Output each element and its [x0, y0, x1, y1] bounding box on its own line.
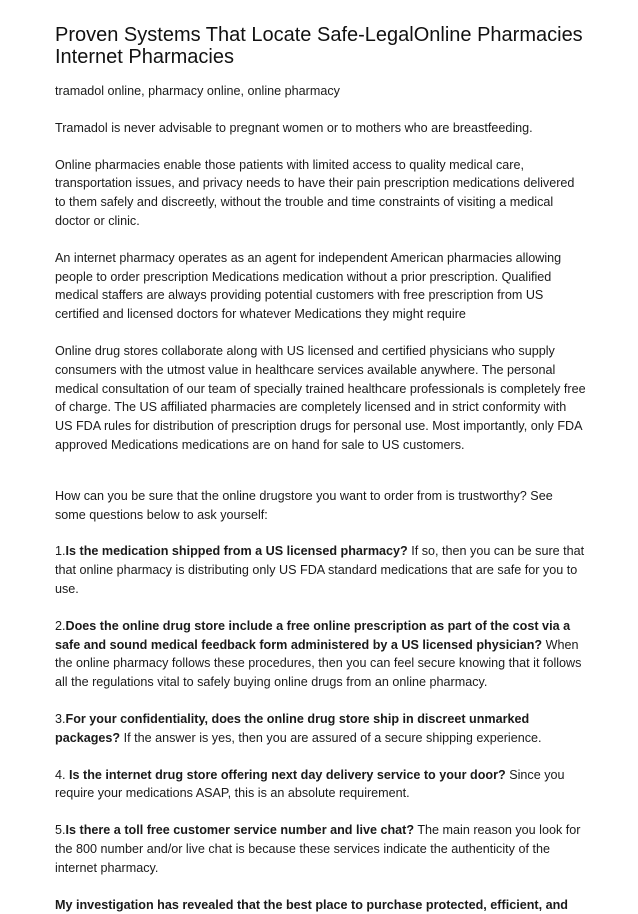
- question-heading: Is the internet drug store offering next day delivery service to your door?: [69, 768, 506, 782]
- question-1: [55, 542, 586, 598]
- question-5: [55, 821, 586, 877]
- question-body: When the online pharmacy follows these procedures, then you can feel secure knowing that it follows all the regulations vital to safely buying online drugs from an online pharmacy.: [55, 638, 581, 690]
- question-number: 5.: [55, 823, 66, 837]
- question-body: If the answer is yes, then you are assured of a secure shipping experience.: [120, 731, 541, 745]
- page-title: Proven Systems That Locate Safe-LegalOnline Pharmacies Internet Pharmacies: [55, 24, 586, 68]
- closing-paragraph: [55, 896, 586, 914]
- question-body: The main reason you look for the 800 number and/or live chat is because these services indicate the authenticity of the internet pharmacy.: [55, 823, 580, 875]
- question-number: 1.: [55, 544, 66, 558]
- question-number: 3.: [55, 712, 66, 726]
- paragraph-3: An internet pharmacy operates as an agent for independent American pharmacies allowing people to order prescription Medications medication without a prior prescription. Qualified medical staffers are always providing potential customers with free prescription from US certified and licensed doctors for whatever Medications they might require: [55, 249, 586, 324]
- question-heading: Is there a toll free customer service number and live chat?: [66, 823, 415, 837]
- question-heading: Is the medication shipped from a US licensed pharmacy?: [66, 544, 408, 558]
- paragraph-1: Tramadol is never advisable to pregnant women or to mothers who are breastfeeding.: [55, 119, 586, 138]
- paragraph-5: How can you be sure that the online drugstore you want to order from is trustworthy? See some questions below to ask yourself:: [55, 487, 586, 525]
- closing-text: My investigation has revealed that the best place to purchase protected, efficient, and: [55, 898, 568, 912]
- question-body: If so, then you can be sure that that online pharmacy is distributing only US FDA standard medications that are safe for you to use.: [55, 544, 584, 596]
- question-number: 2.: [55, 619, 66, 633]
- keywords-line: tramadol online, pharmacy online, online pharmacy: [55, 82, 586, 101]
- question-heading: Does the online drug store include a free online prescription as part of the cost via a safe and sound medical feedback form administered by a US licensed physician?: [55, 619, 570, 652]
- question-2: [55, 617, 586, 692]
- question-number: 4.: [55, 768, 69, 782]
- question-4: [55, 766, 586, 804]
- question-body: Since you require your medications ASAP, this is an absolute requirement.: [55, 768, 565, 801]
- paragraph-2: Online pharmacies enable those patients with limited access to quality medical care, transportation issues, and privacy needs to have their pain prescription medications delivered to them safely and discreetly, without the trouble and time constraints of visiting a medical doctor or clinic.: [55, 156, 586, 231]
- question-heading: For your confidentiality, does the online drug store ship in discreet unmarked packages?: [55, 712, 529, 745]
- question-3: [55, 710, 586, 748]
- paragraph-4: Online drug stores collaborate along with US licensed and certified physicians who supply consumers with the utmost value in healthcare services available anywhere. The personal medical consultation of our team of specially trained healthcare professionals is completely free of charge. The US affiliated pharmacies are completely licensed and in strict conformity with US FDA rules for distribution of prescription drugs for personal use. Most importantly, only FDA approved Medications medications are on hand for sale to US customers.: [55, 342, 586, 455]
